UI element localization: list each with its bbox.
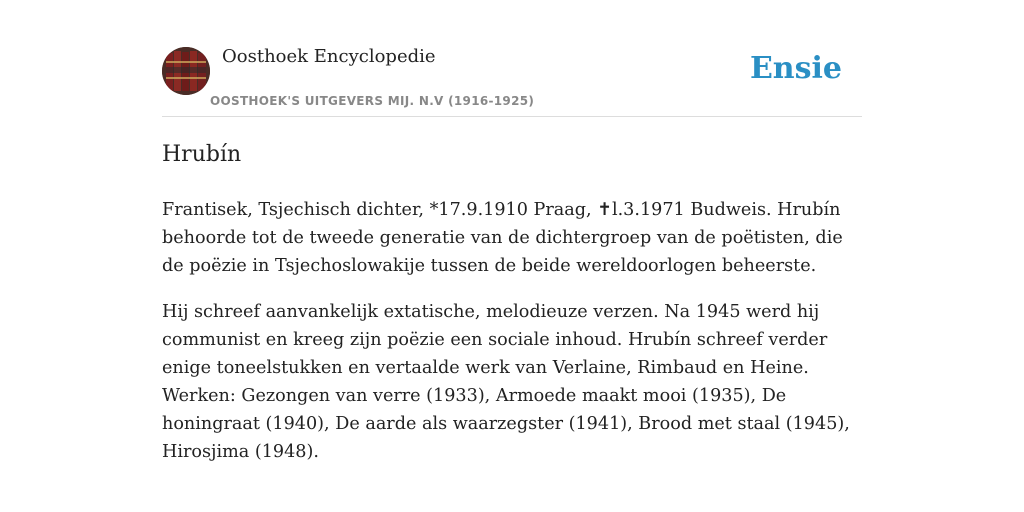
encyclopedia-books-icon[interactable] [162,47,210,95]
article-title: Hrubín [162,142,242,167]
publisher-label: OOSTHOEK'S UITGEVERS MIJ. N.V (1916-1925) [210,94,535,108]
article-paragraph: Frantisek, Tsjechisch dichter, *17.9.1910 Praag, ✝l.3.1971 Budweis. Hrubín behoorde tot de tweede generatie van de dichtergroep van de poëtisten, die de poëzie in Tsjechoslowakije tussen de beide wereldoorlogen beheerste. [162,200,843,276]
brand-logo[interactable]: Ensie [749,51,842,86]
article [162,140,862,484]
site-header [162,46,862,117]
site-title[interactable]: Oosthoek Encyclopedie [222,46,436,67]
article-paragraph: Hij schreef aanvankelijk extatische, melodieuze verzen. Na 1945 werd hij communist en kreeg zijn poëzie een sociale inhoud. Hrubín schreef verder enige toneelstukken en vertaalde werk van Verlaine, Rimbaud en Heine. Werken: Gezongen van verre (1933), Armoede maakt mooi (1935), De honingraat (1940), De aarde als waarzegster (1941), Brood met staal (1945), Hirosjima (1948). [162,302,850,462]
